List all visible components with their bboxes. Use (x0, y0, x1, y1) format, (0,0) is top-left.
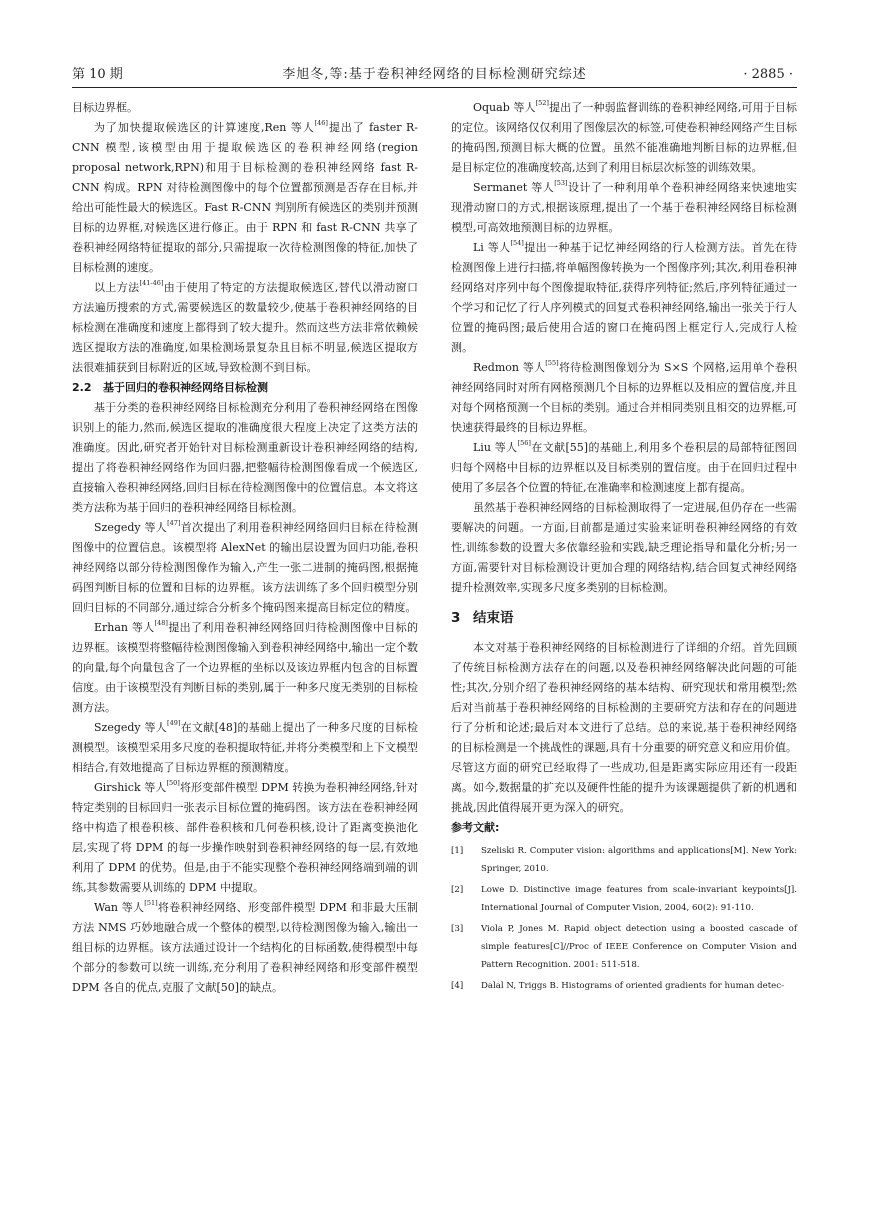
section-title: 结束语 (473, 610, 514, 626)
paragraph-lead: Redmon 等人 (473, 361, 546, 374)
paragraph: 目标边界框。 (72, 101, 138, 114)
paragraph (451, 178, 797, 238)
paragraph-lead: Szegedy 等人 (94, 721, 168, 734)
paragraph-body: 首次提出了利用卷积神经网络回归目标在待检测图像中的位置信息。该模型将 AlexNet 的输出层设置为回归功能,卷积神经网络以部分待检测图像作为输入,产生一张二进制的掩码图,根据掩码图判断目标的位置和目标的边界框。该方法训练了多个回归模型分别回归目标的不同部分,通过综合分析多个掩码图来提高目标定位的精度。 (72, 521, 418, 614)
subsection-title: 基于回归的卷积神经网络目标检测 (103, 381, 268, 394)
citation-ref: [49] (167, 719, 181, 727)
reference-text: Szeliski R. Computer vision: algorithms and applications[M]. New York: Springer, 2010. (481, 846, 797, 874)
reference-number: [3] (451, 924, 464, 934)
subsection-heading (72, 378, 418, 398)
left-column (72, 98, 418, 998)
paragraph-lead: 以上方法 (94, 281, 140, 294)
issue-number: 第 10 期 (72, 67, 123, 82)
paragraph (72, 518, 418, 618)
paragraph (451, 438, 797, 498)
paragraph: 本文对基于卷积神经网络的目标检测进行了详细的介绍。首先回顾了传统目标检测方法存在的问题,以及卷积神经网络解决此问题的可能性;其次,分别介绍了卷积神经网络的基本结构、研究现状和常用模型;然后对当前基于卷积神经网络的目标检测的主要研究方法和存在的问题进行了分析和论述;最后对本文进行了总结。总的来说,基于卷积神经网络的目标检测是一个挑战性的课题,具有十分重要的研究意义和应用价值。尽管这方面的研究已经取得了一些成功,但是距离实际应用还有一段距离。如今,数据量的扩充以及硬件性能的提升为该课题提供了新的机遇和挑战,因此值得展开更为深入的研究。 (451, 641, 797, 814)
page-number: · 2885 · (743, 67, 793, 82)
reference-number: [1] (451, 846, 464, 856)
citation-ref: [50] (166, 779, 180, 787)
paragraph-body: 由于使用了特定的方法提取候选区,替代以滑动窗口方法遍历搜索的方式,需要候选区的数量较少,使基于卷积神经网络的目标检测在准确度和速度上都得到了较大提升。然而这些方法非常依赖候选区提取方法的准确度,如果检测场景复杂且目标不明显,候选区提取方法很难捕获到目标附近的区域,导致检测不到目标。 (72, 281, 419, 374)
reference-text: Lowe D. Distinctive image features from scale-invariant keypoints[J]. International Journal of Computer Vision, 2004, 60(2): 91-110. (481, 885, 797, 913)
section-number: 3 (451, 610, 461, 626)
header-rule (72, 87, 797, 88)
citation-ref: [53] (554, 179, 568, 187)
reference-number: [2] (451, 885, 464, 895)
reference-text: Dalal N, Triggs B. Histograms of oriented gradients for human detec- (481, 981, 784, 991)
reference-item (451, 881, 797, 917)
paragraph (451, 98, 797, 178)
reference-item (451, 842, 797, 878)
paragraph-body: 提出了利用卷积神经网络回归待检测图像中目标的边界框。该模型将整幅待检测图像输入到卷积神经网络中,输出一定个数的向量,每个向量包含了一个边界框的坐标以及该边界框内包含的目标置信度。由于该模型没有判断目标的类别,属于一种多尺度无类别的目标检测方法。 (72, 621, 418, 714)
paragraph-lead: Oquab 等人 (473, 101, 536, 114)
paragraph (72, 718, 418, 778)
citation-ref: [48] (154, 619, 168, 627)
citation-ref: [47] (167, 519, 181, 527)
citation-ref: [56] (517, 439, 531, 447)
paragraph-body: 将卷积神经网络、形变部件模型 DPM 和非最大压制方法 NMS 巧妙地融合成一个整体的模型,以待检测图像为输入,输出一组目标的边界框。该方法通过设计一个结构化的目标函数,使得模型中每个部分的参数可以统一训练,充分利用了卷积神经网络和形变部件模型 DPM 各自的优点,克服了文献[50]的缺点。 (72, 901, 418, 994)
paragraph (72, 278, 418, 378)
subsection-number: 2.2 (72, 381, 92, 394)
paragraph-lead: Girshick 等人 (94, 781, 167, 794)
paragraph-lead: Sermanet 等人 (473, 181, 555, 194)
paragraph-body: 将形变部件模型 DPM 转换为卷积神经网络,针对特定类别的目标回归一张表示目标位置的掩码图。该方法在卷积神经网络中构造了根卷积核、部件卷积核和几何卷积核,设计了距离变换池化层,实现了将 DPM 的每一步操作映射到卷积神经网络的每一层,有效地利用了 DPM 的优势。但是,由于不能实现整个卷积神经网络端到端的训练,其参数需要从训练的 DPM 中提取。 (72, 781, 418, 894)
paragraph-lead: Li 等人 (473, 241, 511, 254)
references-heading: 参考文献: (451, 821, 500, 834)
paragraph-body: 在文献[48]的基础上提出了一种多尺度的目标检测模型。该模型采用多尺度的卷积提取特征,并将分类模型和上下文模型相结合,有效地提高了目标边界框的预测精度。 (72, 721, 418, 774)
citation-ref: [55] (545, 359, 559, 367)
citation-ref: [51] (144, 899, 158, 907)
right-column (451, 98, 797, 998)
reference-text: Viola P, Jones M. Rapid object detection using a boosted cascade of simple features[C]//Proc of IEEE Conference on Computer Vision and Pattern Recognition. 2001: 511-518. (481, 924, 797, 970)
paragraph: 虽然基于卷积神经网络的目标检测取得了一定进展,但仍存在一些需要解决的问题。一方面,目前都是通过实验来证明卷积神经网络的有效性,训练参数的设置大多依靠经验和实践,缺乏理论指导和量化分析;另一方面,需要针对目标检测设计更加合理的网络结构,结合回复式神经网络提升检测效率,实现多尺度多类别的目标检测。 (451, 501, 797, 594)
paragraph-lead: 为了加快提取候选区的计算速度,Ren 等人 (94, 121, 315, 134)
reference-number: [4] (451, 981, 464, 991)
paragraph-lead: Erhan 等人 (94, 621, 155, 634)
reference-item (451, 920, 797, 974)
running-title: 李旭冬,等:基于卷积神经网络的目标检测研究综述 (282, 67, 587, 82)
paragraph-lead: Wan 等人 (94, 901, 145, 914)
paragraph (72, 118, 418, 278)
paragraph-body: 提出一种基于记忆神经网络的行人检测方法。首先在待检测图像上进行扫描,将单幅图像转换为一个图像序列;其次,利用卷积神经网络对序列中每个图像提取特征,获得序列特征;然后,序列特征通过一个学习和记忆了行人序列模式的回复式卷积神经网络,输出一张关于行人位置的掩码图;最后使用合适的窗口在掩码图上框定行人,完成行人检测。 (451, 241, 797, 354)
paragraph-body: 提出了 faster R-CNN 模型,该模型由用于提取候选区的卷积神经网络(region proposal network,RPN)和用于目标检测的卷积神经网络 fast R-CNN 构成。RPN 对待检测图像中的每个位置都预测是否存在目标,并给出可能性最大的候选区。Fast R-CNN 判别所有候选区的类别并预测目标的边界框,对候选区进行修正。由于 RPN 和 fast R-CNN 共享了卷积神经网络特征提取的部分,只需提取一次待检测图像的特征,加快了目标检测的速度。 (72, 121, 418, 274)
reference-item (451, 977, 797, 995)
paragraph (72, 898, 418, 998)
paragraph (72, 618, 418, 718)
paragraph-body: 设计了一种利用单个卷积神经网络来快速地实现滑动窗口的方式,根据该原理,提出了一个基于卷积神经网络目标检测模型,可高效地预测目标的边界框。 (451, 181, 797, 234)
paragraph (451, 238, 797, 358)
reference-list (451, 842, 797, 995)
paragraph-body: 提出了一种弱监督训练的卷积神经网络,可用于目标的定位。该网络仅仅利用了图像层次的标签,可使卷积神经网络产生目标的掩码图,预测目标大概的位置。虽然不能准确地判断目标的边界框,但是目标定位的准确度较高,达到了利用目标层次标签的训练效果。 (451, 101, 797, 174)
citation-ref: [46] (314, 119, 328, 127)
paragraph (72, 778, 418, 898)
paragraph-lead: Szegedy 等人 (94, 521, 168, 534)
citation-ref: [41-46] (139, 279, 164, 287)
paragraph: 基于分类的卷积神经网络目标检测充分利用了卷积神经网络在图像识别上的能力,然而,候选区提取的准确度很大程度上决定了这类方法的准确度。因此,研究者开始针对目标检测重新设计卷积神经网络的结构,提出了将卷积神经网络作为回归器,把整幅待检测图像看成一个候选区,直接输入卷积神经网络,回归目标在待检测图像中的位置信息。本文将这类方法称为基于回归的卷积神经网络目标检测。 (72, 401, 418, 514)
citation-ref: [52] (535, 99, 549, 107)
citation-ref: [54] (510, 239, 524, 247)
paragraph (451, 358, 797, 438)
paragraph-body: 将待检测图像划分为 S×S 个网格,运用单个卷积神经网络同时对所有网格预测几个目标的边界框以及相应的置信度,并且对每个网格预测一个目标的类别。通过合并相同类别且相交的边界框,可快速获得最终的目标边界框。 (451, 361, 798, 434)
paragraph-lead: Liu 等人 (473, 441, 518, 454)
section-heading (451, 598, 797, 638)
paragraph-body: 在文献[55]的基础上,利用多个卷积层的局部特征图回归每个网格中目标的边界框以及目标类别的置信度。由于在回归过程中使用了多层各个位置的特征,在准确率和检测速度上都有提高。 (451, 441, 797, 494)
